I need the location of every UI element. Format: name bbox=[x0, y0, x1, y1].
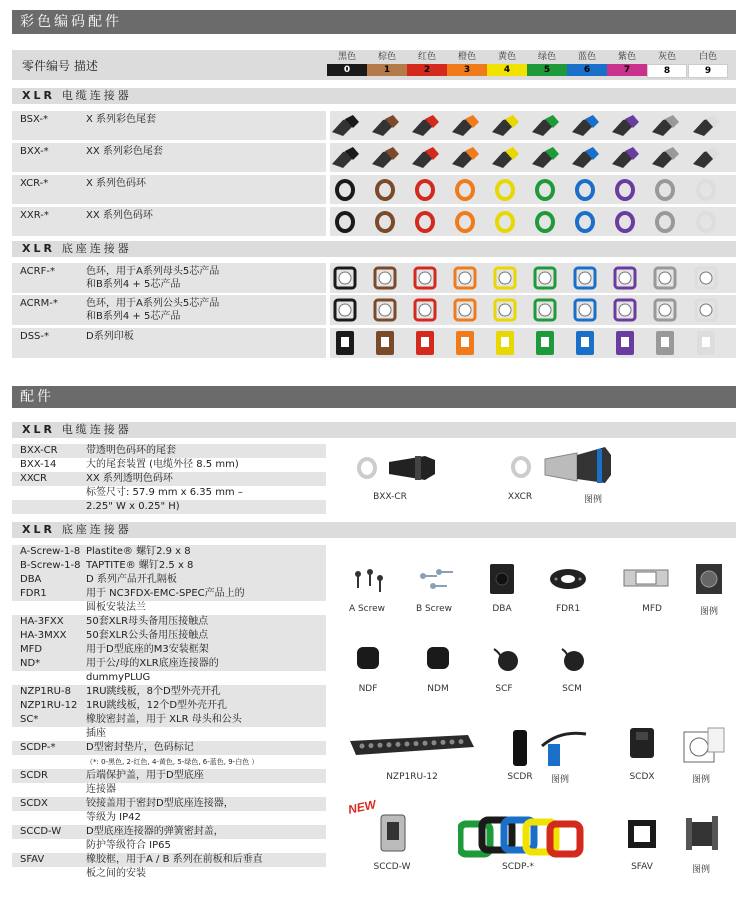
color-ring-frame-icon bbox=[412, 297, 438, 323]
panel-hole bbox=[378, 743, 383, 748]
ring-icon bbox=[613, 210, 637, 234]
panel-hole bbox=[360, 744, 365, 749]
scdp-image bbox=[458, 814, 588, 862]
color-ring-frame-icon bbox=[532, 265, 558, 291]
subhead-cn: 底座连接器 bbox=[61, 523, 132, 536]
boot-icon bbox=[409, 112, 441, 140]
description: 圆板安装法兰 bbox=[86, 602, 146, 613]
part-number: SC* bbox=[20, 714, 39, 725]
label-example-2: 图例 bbox=[699, 607, 718, 617]
ring-icon bbox=[333, 178, 357, 202]
part-number: BSX-* bbox=[20, 114, 48, 125]
label-example-4: 图例 bbox=[691, 775, 710, 785]
subhead-latin: XLR bbox=[22, 523, 55, 536]
table-row bbox=[12, 472, 326, 486]
color-number: 2 bbox=[407, 64, 447, 76]
color-name: 蓝色 bbox=[577, 52, 596, 62]
color-name: 红色 bbox=[417, 52, 436, 62]
panel-hole bbox=[405, 742, 410, 747]
part-number: FDR1 bbox=[20, 588, 47, 599]
ring-icon bbox=[613, 178, 637, 202]
label-sccd-w: SCCD-W bbox=[373, 862, 411, 872]
label-example-3: 图例 bbox=[550, 775, 569, 785]
boot-icon bbox=[690, 144, 722, 172]
boot-icon bbox=[529, 112, 561, 140]
color-ring-frame-icon bbox=[612, 265, 638, 291]
description: 50套XLR母头备用压接触点 bbox=[86, 616, 209, 627]
color-ring-frame-icon bbox=[412, 265, 438, 291]
header-part-desc: 零件编号 描述 bbox=[22, 59, 98, 73]
description: 板之间的安装 bbox=[86, 868, 146, 879]
color-name: 紫色 bbox=[617, 52, 636, 62]
color-ring-frame-icon bbox=[492, 297, 518, 323]
d-series-plate-icon bbox=[413, 329, 437, 357]
subhead-latin: XLR bbox=[22, 423, 55, 436]
description: 铰接盖用于密封D型底座连接器， bbox=[86, 798, 234, 809]
label-a-screw: A Screw bbox=[348, 604, 386, 614]
color-ring-frame-icon bbox=[612, 297, 638, 323]
color-swatch bbox=[327, 50, 367, 76]
color-swatch bbox=[407, 50, 447, 76]
color-ring-frame-icon bbox=[532, 297, 558, 323]
table-row bbox=[12, 867, 326, 881]
part-number: SCDR bbox=[20, 770, 48, 781]
d-series-plate-icon bbox=[373, 329, 397, 357]
label-example-1: 图例 bbox=[583, 495, 602, 505]
panel-hole bbox=[414, 741, 419, 746]
ring-icon bbox=[573, 178, 597, 202]
boot-icon bbox=[489, 112, 521, 140]
d-series-plate-icon bbox=[493, 329, 517, 357]
boot-icon bbox=[409, 144, 441, 172]
scdx-example-image bbox=[678, 726, 728, 766]
part-number: XXR-* bbox=[20, 210, 49, 221]
description: D 系列产品开孔隔板 bbox=[86, 574, 177, 585]
sccd-w-image bbox=[378, 812, 408, 854]
color-name: 橙色 bbox=[457, 52, 476, 62]
color-ring-frame-icon bbox=[452, 297, 478, 323]
part-number: BXX-* bbox=[20, 146, 49, 157]
description: 连接器 bbox=[86, 784, 116, 795]
description: 2.25" W x 0.25" H) bbox=[86, 501, 180, 512]
description: 后端保护盖，用于D型底座 bbox=[86, 770, 204, 781]
mfd-example-image bbox=[694, 562, 724, 596]
part-number: HA-3FXX bbox=[20, 616, 64, 627]
description: X 系列色码环 bbox=[86, 178, 147, 189]
subhead-acc-xlr-cable bbox=[12, 422, 736, 438]
color-ring-frame-icon bbox=[652, 297, 678, 323]
boot-icon bbox=[649, 112, 681, 140]
color-number: 4 bbox=[487, 64, 527, 76]
panel-hole bbox=[441, 740, 446, 745]
color-number: 0 bbox=[327, 64, 367, 76]
boot-icon bbox=[569, 144, 601, 172]
ring-icon bbox=[413, 210, 437, 234]
part-number: DBA bbox=[20, 574, 42, 585]
table-row bbox=[12, 486, 326, 500]
part-number: B-Screw-1-8 bbox=[20, 560, 81, 571]
color-number: 7 bbox=[607, 64, 647, 76]
table-row bbox=[12, 328, 326, 358]
table-row bbox=[12, 458, 326, 472]
color-ring-frame-icon bbox=[572, 297, 598, 323]
panel-hole bbox=[396, 742, 401, 747]
part-number: SCCD-W bbox=[20, 826, 62, 837]
table-row bbox=[12, 111, 326, 140]
table-row bbox=[12, 207, 326, 236]
description: dummyPLUG bbox=[86, 672, 151, 683]
color-ring-frame-icon bbox=[372, 265, 398, 291]
fdr1-image bbox=[548, 566, 588, 592]
subhead-xlr-chassis bbox=[12, 241, 736, 257]
bxx-cr-image bbox=[355, 448, 445, 488]
table-row bbox=[12, 643, 326, 657]
part-number: BXX-14 bbox=[20, 459, 57, 470]
panel-hole bbox=[369, 743, 374, 748]
description-line: 和B系列4 + 5芯产品 bbox=[86, 311, 181, 322]
color-number: 5 bbox=[527, 64, 567, 76]
part-number: ACRF-* bbox=[20, 266, 55, 277]
ring-icon bbox=[373, 210, 397, 234]
table-row bbox=[12, 755, 326, 769]
part-number: A-Screw-1-8 bbox=[20, 546, 81, 557]
color-swatch bbox=[567, 50, 607, 76]
panel-hole bbox=[423, 741, 428, 746]
table-row bbox=[12, 657, 326, 671]
subhead-latin: XLR bbox=[22, 242, 55, 255]
color-ring-frame-icon bbox=[332, 265, 358, 291]
color-swatch bbox=[607, 50, 647, 76]
subhead-acc-xlr-chassis bbox=[12, 522, 736, 538]
d-series-plate-icon bbox=[694, 329, 718, 357]
color-name: 黑色 bbox=[337, 52, 356, 62]
subhead-cn: 电缆连接器 bbox=[61, 89, 132, 102]
ring-icon bbox=[694, 178, 718, 202]
description: 用于D型底座的M3安装框架 bbox=[86, 644, 209, 655]
table-row bbox=[12, 444, 326, 458]
ring-icon bbox=[694, 210, 718, 234]
ring-icon bbox=[373, 178, 397, 202]
description: 用于公/母的XLR底座连接器的 bbox=[86, 658, 219, 669]
scdr-image bbox=[510, 728, 530, 768]
color-swatch bbox=[527, 50, 567, 76]
description-line: 和B系列4 + 5芯产品 bbox=[86, 279, 181, 290]
color-number: 6 bbox=[567, 64, 607, 76]
description: XX 系列透明色码环 bbox=[86, 473, 173, 484]
dba-image bbox=[488, 562, 516, 596]
description bbox=[86, 297, 219, 323]
table-row bbox=[12, 783, 326, 797]
color-swatch bbox=[688, 50, 728, 78]
color-number: 9 bbox=[688, 64, 728, 78]
label-sfav: SFAV bbox=[631, 862, 653, 872]
color-ring-frame-icon bbox=[492, 265, 518, 291]
description bbox=[86, 265, 219, 291]
description: XX 系列色码环 bbox=[86, 210, 153, 221]
label-scdx: SCDX bbox=[629, 772, 655, 782]
description: 防护等级符合 IP65 bbox=[86, 840, 171, 851]
ring-icon bbox=[493, 178, 517, 202]
new-badge: NEW bbox=[346, 797, 378, 817]
label-ndf: NDF bbox=[358, 684, 378, 694]
ring-icon bbox=[533, 210, 557, 234]
subhead-cn: 底座连接器 bbox=[61, 242, 132, 255]
scm-image bbox=[558, 645, 588, 675]
d-series-plate-icon bbox=[333, 329, 357, 357]
table-row bbox=[12, 853, 326, 867]
boot-icon bbox=[369, 144, 401, 172]
part-number: BXX-CR bbox=[20, 445, 58, 456]
description-line: 色环，用于A系列公头5芯产品 bbox=[86, 298, 220, 309]
part-number: ND* bbox=[20, 658, 41, 669]
ring-icon bbox=[413, 178, 437, 202]
ring-icon bbox=[493, 210, 517, 234]
description: 50套XLR公头备用压接触点 bbox=[86, 630, 209, 641]
label-bxx-cr: BXX-CR bbox=[373, 492, 407, 502]
color-name: 黄色 bbox=[497, 52, 516, 62]
ring-icon bbox=[453, 178, 477, 202]
table-row bbox=[12, 825, 326, 839]
color-name: 白色 bbox=[698, 52, 717, 62]
table-row bbox=[12, 500, 326, 514]
boot-icon bbox=[369, 112, 401, 140]
boot-icon bbox=[449, 144, 481, 172]
part-number: NZP1RU-8 bbox=[20, 686, 71, 697]
ring-icon bbox=[653, 178, 677, 202]
ndm-image bbox=[425, 645, 451, 671]
a-screw-image bbox=[350, 566, 390, 596]
table-row bbox=[12, 559, 326, 573]
part-number: NZP1RU-12 bbox=[20, 700, 78, 711]
d-series-plate-icon bbox=[573, 329, 597, 357]
label-fdr1: FDR1 bbox=[555, 604, 581, 614]
subhead-cn: 电缆连接器 bbox=[61, 423, 132, 436]
part-number: SFAV bbox=[20, 854, 45, 865]
label-mfd: MFD bbox=[642, 604, 662, 614]
boot-icon bbox=[569, 112, 601, 140]
table-header bbox=[12, 50, 736, 80]
table-row bbox=[12, 741, 326, 755]
table-row bbox=[12, 615, 326, 629]
color-swatch bbox=[447, 50, 487, 76]
label-scm: SCM bbox=[562, 684, 582, 694]
ndf-image bbox=[355, 645, 381, 671]
color-ring-frame-icon bbox=[572, 265, 598, 291]
color-ring-frame-icon bbox=[693, 265, 719, 291]
color-swatch bbox=[487, 50, 527, 76]
label-scdr: SCDR bbox=[507, 772, 533, 782]
description: 大的尾套装置 (电缆外径 8.5 mm) bbox=[86, 459, 239, 470]
color-ring-frame-icon bbox=[452, 265, 478, 291]
description: TAPTITE® 螺钉2.5 x 8 bbox=[86, 560, 194, 571]
description-line: 色环，用于A系列母头5芯产品 bbox=[86, 266, 220, 277]
description: 橡胶密封盖，用于 XLR 母头和公头 bbox=[86, 714, 242, 725]
subhead-xlr-cable bbox=[12, 88, 736, 104]
boot-icon bbox=[529, 144, 561, 172]
ring-icon bbox=[653, 210, 677, 234]
boot-icon bbox=[649, 144, 681, 172]
description: 等级为 IP42 bbox=[86, 812, 141, 823]
sfav-example-image bbox=[682, 812, 722, 854]
color-swatch bbox=[367, 50, 407, 76]
part-number: ACRM-* bbox=[20, 298, 58, 309]
part-number: SCDX bbox=[20, 798, 48, 809]
description-line: D系列印板 bbox=[86, 331, 134, 342]
label-scf: SCF bbox=[495, 684, 513, 694]
table-row bbox=[12, 769, 326, 783]
label-dba: DBA bbox=[492, 604, 512, 614]
description bbox=[86, 330, 134, 343]
ring-icon bbox=[453, 210, 477, 234]
color-swatch bbox=[647, 50, 687, 78]
table-row bbox=[12, 671, 326, 685]
description: 带透明色码环的尾套 bbox=[86, 445, 176, 456]
xxcr-image bbox=[505, 445, 615, 490]
label-example-5: 图例 bbox=[691, 865, 710, 875]
part-number: SCDP-* bbox=[20, 742, 56, 753]
description: XX 系列彩色尾套 bbox=[86, 146, 163, 157]
description: 1RU跳线板，12个D型外壳开孔 bbox=[86, 700, 228, 711]
table-row bbox=[12, 685, 326, 699]
description: 橡胶框，用于A / B 系列在前板和后垂直 bbox=[86, 854, 263, 865]
label-scdp: SCDP-* bbox=[502, 862, 534, 872]
d-series-plate-icon bbox=[533, 329, 557, 357]
label-ndm: NDM bbox=[427, 684, 449, 694]
boot-icon bbox=[609, 112, 641, 140]
label-xxcr: XXCR bbox=[507, 492, 533, 502]
description: （*: 0-黑色, 2-红色, 4-黄色, 5-绿色, 6-蓝色, 9-白色 ） bbox=[86, 758, 259, 766]
description: D型底座连接器的弹簧密封盖， bbox=[86, 826, 224, 837]
color-name: 灰色 bbox=[657, 52, 676, 62]
table-row bbox=[12, 727, 326, 741]
panel-hole bbox=[459, 739, 464, 744]
boot-icon bbox=[449, 112, 481, 140]
label-b-screw: B Screw bbox=[415, 604, 453, 614]
description: 1RU跳线板，8个D型外壳开孔 bbox=[86, 686, 221, 697]
table-row bbox=[12, 545, 326, 559]
d-series-plate-icon bbox=[613, 329, 637, 357]
label-nzp: NZP1RU-12 bbox=[386, 772, 438, 782]
section-title-color-coding: 彩色编码配件 bbox=[12, 10, 736, 34]
panel-hole bbox=[450, 740, 455, 745]
description: Plastite® 螺钉2.9 x 8 bbox=[86, 546, 191, 557]
table-row bbox=[12, 573, 326, 587]
table-row bbox=[12, 295, 326, 325]
boot-icon bbox=[690, 112, 722, 140]
color-number: 3 bbox=[447, 64, 487, 76]
table-row bbox=[12, 143, 326, 172]
d-series-plate-icon bbox=[653, 329, 677, 357]
sfav-image bbox=[626, 818, 658, 850]
color-number: 8 bbox=[647, 64, 687, 78]
table-row bbox=[12, 797, 326, 811]
boot-icon bbox=[329, 144, 361, 172]
subhead-latin: XLR bbox=[22, 89, 55, 102]
panel-hole bbox=[432, 740, 437, 745]
ring-icon bbox=[333, 210, 357, 234]
ring-icon bbox=[573, 210, 597, 234]
table-row bbox=[12, 839, 326, 853]
part-number: DSS-* bbox=[20, 331, 50, 342]
part-number: XCR-* bbox=[20, 178, 49, 189]
part-number: MFD bbox=[20, 644, 43, 655]
mfd-image bbox=[622, 566, 670, 590]
description: X 系列彩色尾套 bbox=[86, 114, 157, 125]
description: D型密封垫片，色码标记 bbox=[86, 742, 194, 753]
description: 插座 bbox=[86, 728, 106, 739]
table-row bbox=[12, 699, 326, 713]
description: 标签尺寸: 57.9 mm x 6.35 mm – bbox=[86, 487, 243, 498]
b-screw-image bbox=[415, 566, 460, 596]
color-ring-frame-icon bbox=[652, 265, 678, 291]
color-number: 1 bbox=[367, 64, 407, 76]
color-ring-frame-icon bbox=[332, 297, 358, 323]
boot-icon bbox=[329, 112, 361, 140]
description: 用于 NC3FDX-EMC-SPEC产品上的 bbox=[86, 588, 245, 599]
table-row bbox=[12, 629, 326, 643]
scf-image bbox=[490, 645, 520, 675]
color-name: 绿色 bbox=[537, 52, 556, 62]
table-row bbox=[12, 587, 326, 601]
ring-icon bbox=[533, 178, 557, 202]
scdr-example-image bbox=[540, 726, 590, 770]
table-row bbox=[12, 713, 326, 727]
part-number: XXCR bbox=[20, 473, 47, 484]
part-number: HA-3MXX bbox=[20, 630, 67, 641]
boot-icon bbox=[489, 144, 521, 172]
color-ring-frame-icon bbox=[372, 297, 398, 323]
color-ring-frame-icon bbox=[693, 297, 719, 323]
table-row bbox=[12, 175, 326, 204]
boot-icon bbox=[609, 144, 641, 172]
table-row bbox=[12, 601, 326, 615]
table-row bbox=[12, 811, 326, 825]
table-row bbox=[12, 263, 326, 293]
scdx-image bbox=[628, 726, 656, 762]
d-series-plate-icon bbox=[453, 329, 477, 357]
color-name: 棕色 bbox=[377, 52, 396, 62]
nzp-patch-panel-image bbox=[348, 733, 476, 763]
section-title-accessories: 配件 bbox=[12, 386, 736, 408]
panel-hole bbox=[387, 742, 392, 747]
